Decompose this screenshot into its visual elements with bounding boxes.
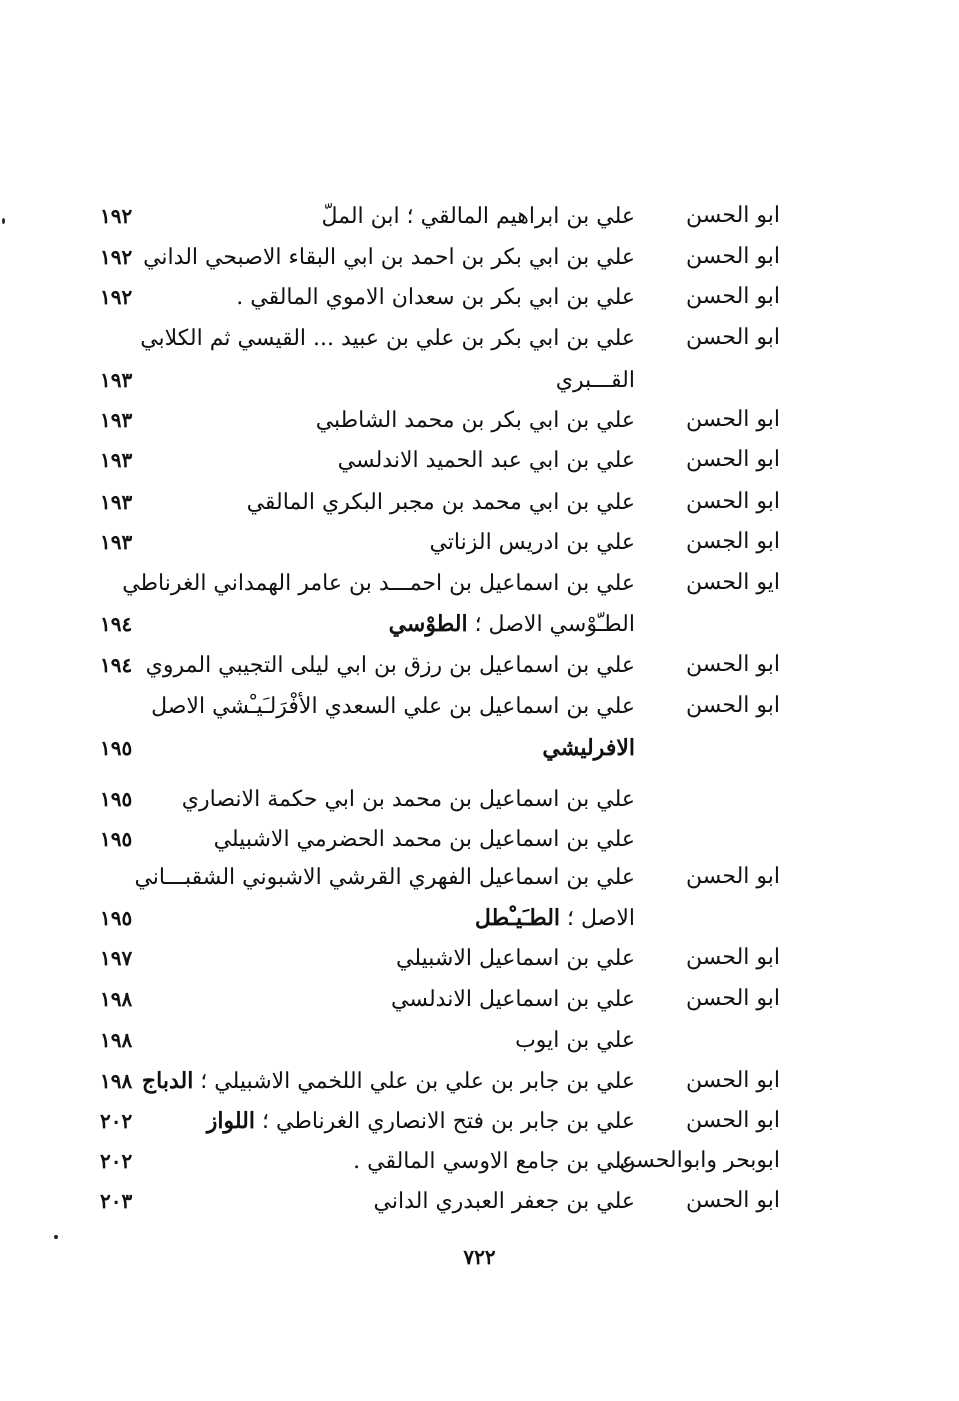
- entry-nickname: الطـَيـْطل: [474, 905, 561, 931]
- entry-name: [122, 563, 635, 604]
- entry-nickname: الدباج: [141, 1068, 194, 1094]
- entry-name-text: علي بن ابي بكر بن محمد الشاطبي: [315, 408, 635, 433]
- index-entry: [100, 604, 780, 644]
- entry-kunya: ابو الحسن: [686, 986, 780, 1011]
- entry-page-number: ١٩٥: [100, 827, 133, 851]
- entry-name-text: علي بن اسماعيل بن رزق بن ابي ليلى التجيبي المروي: [145, 653, 635, 678]
- entry-kunya: ابوبحر وابوالحسن: [619, 1148, 780, 1173]
- entry-name: [391, 979, 635, 1020]
- entry-nickname: اللواز: [206, 1108, 255, 1134]
- entry-name-text: علي بن اسماعيل بن محمد بن ابي حكمة الانصاري: [181, 787, 635, 812]
- index-entry: [100, 1181, 780, 1221]
- index-entry: [100, 318, 780, 358]
- entry-kunya: ابو الحسن: [686, 407, 780, 432]
- entry-name: [353, 1141, 635, 1182]
- entry-name: [515, 1020, 635, 1061]
- entry-page-number: ١٩٤: [100, 653, 133, 677]
- entry-name: [140, 318, 635, 359]
- index-entry: [100, 1101, 780, 1141]
- entry-kunya: ابو الجسن: [686, 529, 780, 554]
- entry-name: [542, 728, 635, 769]
- entry-page-number: ١٩٣: [100, 408, 133, 432]
- entry-name-text: علي بن ابي عبد الحميد الاندلسي: [337, 448, 635, 473]
- entry-name-text: القـــبري: [555, 368, 635, 393]
- entry-name-text: علي بن ابي بكر بن علي بن عبيد ... القيسي ثم الكلابي: [140, 326, 635, 351]
- entry-name-text: علي بن اسماعيل الاشبيلي: [396, 946, 635, 971]
- entry-page-number: ١٩٧: [100, 946, 133, 970]
- entry-page-number: ٢٠٣: [100, 1189, 133, 1213]
- index-entry: [100, 277, 780, 317]
- entry-name: [182, 779, 635, 820]
- index-entry: [100, 237, 780, 277]
- entry-name-text: علي بن اسماعيل بن محمد الحضرمي الاشبيلي: [213, 827, 635, 852]
- entry-kunya: ابو الحسن: [686, 652, 780, 677]
- entry-page-number: ١٩٥: [100, 906, 133, 930]
- index-entry: [100, 1020, 780, 1060]
- index-entry: [100, 979, 780, 1019]
- entry-page-number: ١٩٣: [100, 490, 133, 514]
- index-entry: [100, 440, 780, 480]
- entry-name: [338, 440, 635, 481]
- entry-name-text: علي بن ابي محمد بن مجبر البكري المالقي: [246, 490, 635, 515]
- entry-name: [556, 360, 635, 401]
- entry-name: [143, 237, 635, 278]
- entry-page-number: ١٩٨: [100, 1069, 133, 1093]
- entry-name: [475, 898, 635, 939]
- entry-name-text: علي بن اسماعيل الاندلسي: [391, 987, 635, 1012]
- entry-kunya: ابو الحسن: [686, 447, 780, 472]
- index-entry: [100, 196, 780, 236]
- entry-page-number: ١٩٥: [100, 787, 133, 811]
- entry-kunya: ابو الحسن: [686, 1108, 780, 1133]
- entry-name: [247, 482, 635, 523]
- entry-kunya: ابو الحسن: [686, 693, 780, 718]
- entry-name-text: علي بن اسماعيل بن احمـــد بن عامر الهمداني الغرناطي: [122, 571, 635, 596]
- entry-nickname: الافرليشي: [542, 735, 635, 761]
- entry-name-text: علي بن ادريس الزناتي: [429, 530, 635, 555]
- page-number: ٧٢٢: [463, 1245, 496, 1269]
- index-entry: [100, 400, 780, 440]
- entry-page-number: ١٩٤: [100, 612, 133, 636]
- scan-speck: [54, 1235, 58, 1239]
- scan-speck: [2, 218, 5, 224]
- entry-name-text: الاصل ؛: [560, 906, 635, 931]
- entry-name-text: علي بن اسماعيل الفهري القرشي الاشبوني الشقبـــاني: [134, 865, 635, 890]
- index-entry: [100, 360, 780, 400]
- entry-page-number: ١٩٣: [100, 448, 133, 472]
- entry-name-text: علي بن جعفر العبدري الداني: [373, 1189, 635, 1214]
- entry-kunya: ابو الحسن: [686, 489, 780, 514]
- index-entry: [100, 728, 780, 768]
- index-entry: [100, 1061, 780, 1101]
- entry-name: [151, 686, 635, 727]
- entry-page-number: ١٩٢: [100, 204, 133, 228]
- entry-page-number: ٢٠٢: [100, 1109, 133, 1133]
- entry-name: [236, 277, 635, 318]
- entry-kunya: ابو الحسن: [686, 325, 780, 350]
- index-entry: [100, 563, 780, 603]
- entry-kunya: ابو الحسن: [686, 864, 780, 889]
- index-entry: [100, 522, 780, 562]
- entry-name: [429, 522, 635, 563]
- entry-page-number: ١٩٥: [100, 736, 133, 760]
- entry-kunya: ابو الحسن: [686, 244, 780, 269]
- entry-name-text: علي بن جابر بن فتح الانصاري الغرناطي ؛: [255, 1109, 635, 1134]
- index-entry: [100, 1141, 780, 1181]
- entry-name-text: علي بن جامع الاوسي المالقي .: [353, 1149, 635, 1174]
- entry-kunya: ايو الحسن: [686, 570, 780, 595]
- entry-name-text: علي بن جابر بن علي بن علي اللخمي الاشبيلي ؛: [193, 1069, 635, 1094]
- index-entry: [100, 482, 780, 522]
- entry-nickname: الطوْسي: [388, 611, 468, 637]
- index-entry: [100, 645, 780, 685]
- entry-name: [142, 1061, 635, 1102]
- entry-name: [214, 819, 635, 860]
- entry-name: [146, 645, 635, 686]
- entry-name-text: علي بن ابراهيم المالقي ؛ ابن الملّ: [321, 204, 635, 229]
- entry-page-number: ١٩٣: [100, 368, 133, 392]
- index-entry: [100, 779, 780, 819]
- index-entry: [100, 857, 780, 897]
- entry-name: [374, 1181, 635, 1222]
- index-entry: [100, 938, 780, 978]
- entry-page-number: ١٩٢: [100, 285, 133, 309]
- entry-kunya: ابو الحسن: [686, 284, 780, 309]
- entry-name: [134, 857, 635, 898]
- entry-name-text: علي بن ايوب: [515, 1028, 635, 1053]
- entry-name-text: علي بن اسماعيل بن علي السعدي الأفْرَلـَيـْشي الاصل: [151, 694, 635, 719]
- entry-page-number: ١٩٣: [100, 530, 133, 554]
- entry-name: [316, 400, 635, 441]
- entry-page-number: ١٩٢: [100, 245, 133, 269]
- index-entry: [100, 686, 780, 726]
- entry-name: [389, 604, 635, 645]
- index-entry: [100, 898, 780, 938]
- entry-kunya: ابو الحسن: [686, 1188, 780, 1213]
- entry-name: [207, 1101, 635, 1142]
- entry-name-text: الطـّوْسي الاصل ؛: [467, 612, 635, 637]
- entry-kunya: ابو الحسن: [686, 203, 780, 228]
- entry-page-number: ١٩٨: [100, 987, 133, 1011]
- entry-name-text: علي بن ابي بكر بن سعدان الاموي المالقي .: [236, 285, 635, 310]
- entry-page-number: ١٩٨: [100, 1028, 133, 1052]
- entry-name: [321, 196, 635, 237]
- entry-name: [396, 938, 635, 979]
- index-entry: [100, 819, 780, 859]
- entry-kunya: ابو الحسن: [686, 945, 780, 970]
- entry-kunya: ابو الحسن: [686, 1068, 780, 1093]
- entry-name-text: علي بن ابي بكر بن احمد بن ابي البقاء الاصبحي الداني: [143, 245, 635, 270]
- entry-page-number: ٢٠٢: [100, 1149, 133, 1173]
